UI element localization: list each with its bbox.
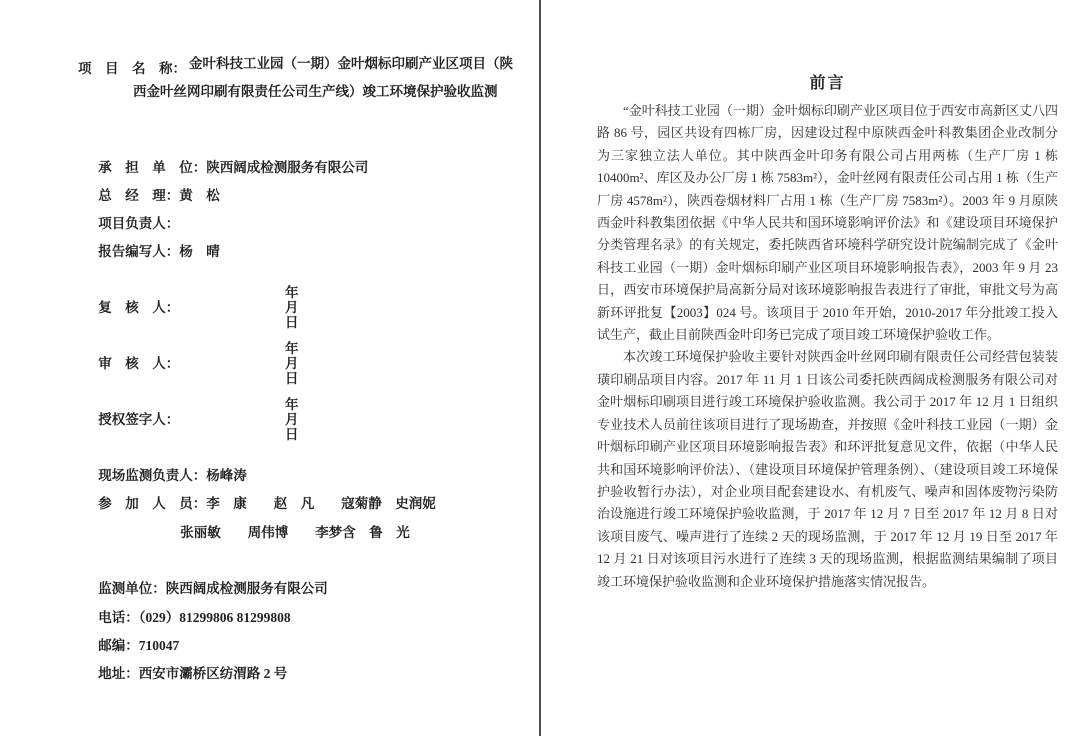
auditor-label: 审 核 人： bbox=[98, 356, 180, 371]
preface-title: 前言 bbox=[809, 75, 846, 92]
field-auditor bbox=[78, 341, 326, 401]
phone-value: （029）81299806 81299808 bbox=[138, 610, 291, 625]
participants-line2: 张丽敏 周伟博 李梦含 鲁 光 bbox=[180, 525, 410, 540]
participants-label: 参 加 人 员： bbox=[98, 496, 207, 511]
preface-paragraph-1: “金叶科技工业园（一期）金叶烟标印刷产业区项目位于西安市高新区丈八四路 86 号，园区共设有四栋厂房，因建设过程中原陕西金叶科教集团企业改制分为三家独立法人单位。其中陕西金叶印务有限公司占用两栋（生产厂房 1 栋 10400m²、库区及办公厂房 1 栋 7583m²），金叶丝网有限责任公司占用 1 栋（生产厂房 4578m²），陕西卷烟材料厂占用 1 栋（生产厂房 7583m²）。2003 年 9 月原陕西金叶科教集团依据《中华人民共和国环境影响评价法》和《建设项目环境保护分类管理名录》的有关规定，委托陕西省环境科学研究设计院编制完成了《金叶科技工业园（一期）金叶烟标印刷产业区项目环境影响报告表》，2003 年 9 月 23 日，西安市环境保护局高新分局对该环境影响报告表进行了审批，审批文号为高新环评批复【2003】024 号。该项目于 2010 年开始，2010-2017 年分批竣工投入试生产，截止目前陕西金叶印务已完成了项目竣工环境保护验收工作。 bbox=[597, 103, 1058, 343]
auditor-date-ymd: 年 月 日 bbox=[285, 341, 326, 386]
authorized-signatory-date-ymd: 年 月 日 bbox=[285, 397, 326, 442]
general-manager-label: 总 经 理： bbox=[98, 188, 180, 203]
site-monitoring-leader-label: 现场监测负责人： bbox=[98, 468, 207, 483]
postcode-value: 710047 bbox=[138, 638, 180, 653]
project-name-value: 金叶科技工业园（一期）金叶烟标印刷产业区项目（陕西金叶丝网印刷有限责任公司生产线）竣工环境保护验收监测 bbox=[133, 56, 513, 99]
report-writer-value: 杨 晴 bbox=[179, 244, 220, 259]
preface-page bbox=[541, 0, 1080, 736]
authorized-signatory-label: 授权签字人： bbox=[98, 412, 180, 427]
participants-line1: 李 康 赵 凡 寇菊静 史润妮 bbox=[206, 496, 436, 511]
site-monitoring-leader-value: 杨峰涛 bbox=[206, 468, 247, 483]
preface-body bbox=[541, 93, 1080, 593]
project-leader-label: 项目负责人： bbox=[98, 216, 180, 231]
field-authorized-signatory bbox=[78, 397, 326, 457]
field-report-writer bbox=[78, 229, 220, 274]
phone-label: 电话： bbox=[98, 610, 139, 625]
address-value: 西安市灞桥区纺渭路 2 号 bbox=[138, 666, 288, 681]
project-name-label: 项 目 名 称： bbox=[78, 61, 186, 76]
field-address bbox=[78, 651, 287, 696]
reviewer-date-ymd: 年 月 日 bbox=[285, 285, 326, 330]
cover-page bbox=[0, 0, 539, 736]
field-reviewer bbox=[78, 285, 326, 345]
monitoring-unit-label: 监测单位： bbox=[98, 581, 166, 596]
undertaker-label: 承 担 单 位： bbox=[98, 160, 207, 175]
monitoring-unit-value: 陕西阔成检测服务有限公司 bbox=[165, 581, 328, 596]
field-participants-line2 bbox=[160, 510, 410, 555]
postcode-label: 邮编： bbox=[98, 638, 139, 653]
preface-paragraph-2: 本次竣工环境保护验收主要针对陕西金叶丝网印刷有限责任公司经营包装装璜印刷品项目内容。2017 年 11 月 1 日该公司委托陕西阔成检测服务有限公司对金叶烟标印刷项目进行竣工环境保护验收监测。我公司于 2017 年 12 月 1 日组织专业技术人员前往该项目进行了现场勘查，并按照《金叶科技工业园（一期）金叶烟标印刷产业区项目环境影响报告表》和环评批复意见文件，依据（中华人民共和国环境影响评价法）、（建设项目环境保护管理条例）、（建设项目竣工环境保护验收暂行办法），对企业项目配套建设水、有机废气、噪声和固体废物污染防治设施进行竣工环境保护验收监测，于 2017 年 12 月 7 日至 2017 年 12 月 8 日对该项目废气、噪声进行了连续 2 天的现场监测，于 2017 年 12 月 19 日至 2017 年 12 月 21 日对该项目污水进行了连续 3 天的现场监测，根据监测结果编制了项目竣工环境保护验收监测和企业环境保护措施落实情况报告。 bbox=[597, 349, 1058, 589]
address-label: 地址： bbox=[98, 666, 139, 681]
reviewer-label: 复 核 人： bbox=[98, 300, 180, 315]
undertaker-value: 陕西阔成检测服务有限公司 bbox=[206, 160, 369, 175]
general-manager-value: 黄 松 bbox=[179, 188, 220, 203]
report-writer-label: 报告编写人： bbox=[98, 244, 180, 259]
